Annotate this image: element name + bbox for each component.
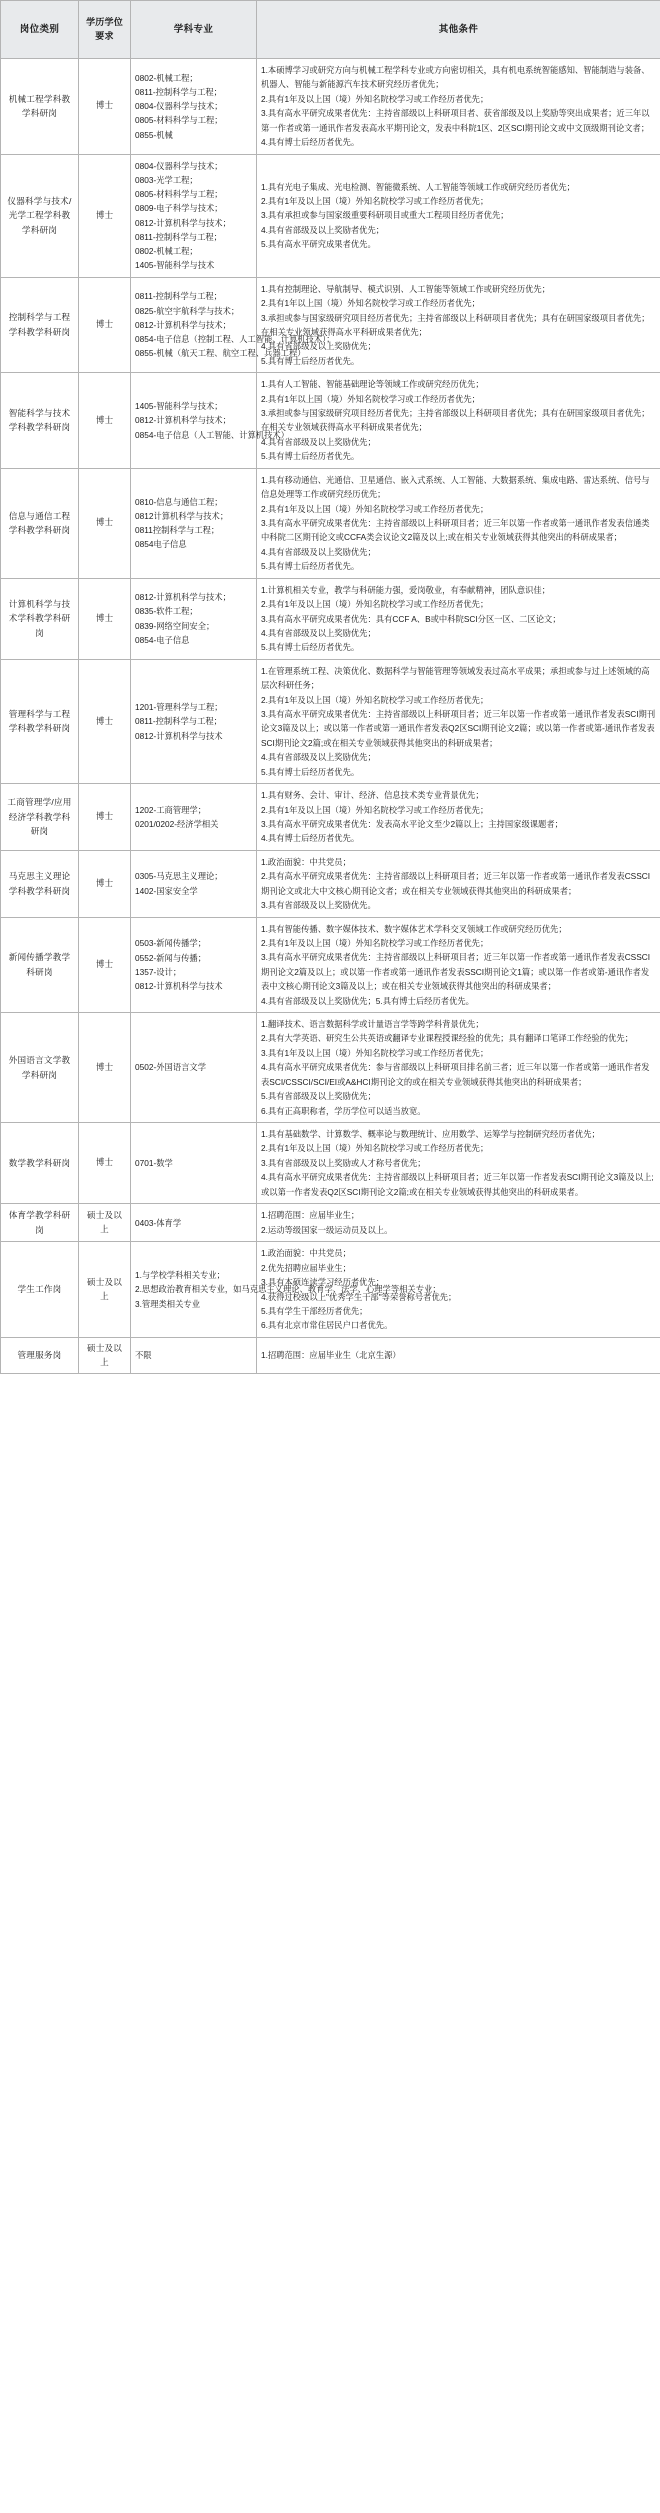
- condition-line: 2.具有1年及以上国（境）外知名院校学习或工作经历者优先；: [261, 694, 489, 705]
- major-line: 1.与学校学科相关专业；: [135, 1270, 225, 1281]
- cell-job-category: 信息与通信工程学科教学科研岗: [1, 468, 79, 578]
- cell-job-category: 机械工程学科教学科研岗: [1, 59, 79, 155]
- cell-major-list: [131, 1337, 257, 1374]
- cell-degree-requirement: 硕士及以上: [79, 1337, 131, 1374]
- condition-line: 1.计算机相关专业，教学与科研能力强，爱岗敬业，有奉献精神，团队意识佳；: [261, 584, 551, 595]
- condition-line: 2.具有1年及以上国（境）外知名院校学习或工作经历者优先；: [261, 503, 489, 514]
- major-line: 0854-电子信息（人工智能、计算机技术）: [135, 429, 289, 440]
- cell-other-conditions: [257, 784, 660, 851]
- condition-line: 1.具有移动通信、光通信、卫星通信、嵌入式系统、人工智能、大数据系统、集成电路、雷达系统、信号与信息处理等工作或研究经历优先；: [261, 474, 650, 500]
- condition-line: 2.优先招聘应届毕业生；: [261, 1262, 351, 1273]
- condition-line: 3.具有本硕连读学习经历者优先；: [261, 1277, 385, 1288]
- major-line: 0854电子信息: [135, 539, 187, 550]
- major-line: 0855-机械: [135, 129, 173, 140]
- table-row: [1, 59, 660, 155]
- cell-major-list: [131, 659, 257, 783]
- major-line: 3.管理类相关专业: [135, 1298, 200, 1309]
- major-line: 2.思想政治教育相关专业，如马克思主义理论、教育学、法学、心理学等相关专业；: [135, 1284, 441, 1295]
- condition-line: 1.翻译技术、语言数据科学或计量语言学等跨学科背景优先；: [261, 1019, 484, 1030]
- cell-degree-requirement: 博士: [79, 1013, 131, 1123]
- condition-line: 1.在管理系统工程、决策优化、数据科学与智能管理等领域发表过高水平成果；承担或参与过上述领域的高层次科研任务；: [261, 665, 650, 691]
- table-row: [1, 373, 660, 469]
- condition-line: 2.具有大学英语、研究生公共英语或翻译专业课程授课经验的优先；具有翻译口笔译工作经验的优先；: [261, 1033, 633, 1044]
- table-row: [1, 659, 660, 783]
- cell-degree-requirement: 博士: [79, 468, 131, 578]
- major-line: 0805-材料科学与工程；: [135, 189, 223, 200]
- major-line: 1405-智能科学与技术；: [135, 401, 223, 412]
- condition-line: 4.具有省部级及以上奖励优先；: [261, 436, 376, 447]
- table-header-row: [1, 1, 660, 59]
- cell-degree-requirement: 博士: [79, 850, 131, 917]
- table-row: [1, 1337, 660, 1374]
- table-header: [1, 1, 660, 59]
- condition-line: 5.具有省部级及以上奖励优先；: [261, 1091, 376, 1102]
- condition-line: 1.具有光电子集成、光电检测、智能微系统、人工智能等领域工作或研究经历者优先；: [261, 181, 575, 192]
- cell-major-list: [131, 373, 289, 469]
- cell-job-category: 学生工作岗: [1, 1242, 79, 1338]
- condition-line: 4.具有省部级及以上奖励优先；: [261, 341, 376, 352]
- cell-other-conditions: [257, 850, 660, 917]
- cell-degree-requirement: 博士: [79, 154, 131, 277]
- condition-line: 4.具有高水平研究成果者优先：主持省部级以上科研项目者；近三年以第一作者发表SCI期刊论文3篇及以上;或以第一作者发表Q2区SCI期刊论文2篇;或在相关专业领域获得其他突出的科研成果者。: [261, 1172, 654, 1197]
- major-line: 0854-电子信息（控制工程、人工智能、计算机技术）；: [135, 334, 335, 345]
- cell-other-conditions: [257, 154, 660, 277]
- condition-line: 4.具有博士后经历者优先。: [261, 137, 360, 148]
- condition-line: 4.具有省部级及以上奖励优先；: [261, 546, 376, 557]
- condition-line: 3.具有1年及以上国（境）外知名院校学习或工作经历者优先；: [261, 1047, 489, 1058]
- table-row: [1, 1242, 660, 1338]
- major-line: 0811-控制科学与工程；: [135, 716, 222, 727]
- table-row: [1, 468, 660, 578]
- condition-line: 3.具有承担或参与国家级重要科研项目或重大工程项目经历者优先；: [261, 210, 509, 221]
- cell-job-category: 计算机科学与技术学科教学科研岗: [1, 578, 79, 659]
- condition-line: 3.承担或参与国家级研究项目经历者优先；主持省部级以上科研项目者优先；具有在研国家级项目者优先；在相关专业领域获得高水平科研成果者优先；: [261, 312, 650, 337]
- cell-other-conditions: [257, 1123, 660, 1204]
- column-header-major: 学科专业: [131, 1, 257, 59]
- table-row: [1, 1204, 660, 1242]
- cell-job-category: 控制科学与工程学科教学科研岗: [1, 277, 79, 373]
- condition-line: 4.具有省部级及以上奖励者优先；: [261, 224, 385, 235]
- condition-line: 5.具有博士后经历者优先。: [261, 642, 360, 653]
- condition-line: 5.具有博士后经历者优先。: [261, 451, 360, 462]
- major-line: 0809-电子科学与技术；: [135, 203, 223, 214]
- table-row: [1, 154, 660, 277]
- major-line: 0701-数学: [135, 1157, 173, 1168]
- condition-line: 2.具有1年及以上国（境）外知名院校学习或工作经历者优先；: [261, 937, 489, 948]
- condition-line: 6.具有正高职称者，学历学位可以适当放宽。: [261, 1105, 426, 1116]
- condition-line: 3.具有高水平研究成果者优先：主持省部级以上科研项目者；近三年以第一作者或第一通讯作者发表CSSCI期刊论文2篇及以上；或以第一作者或第一通讯作者发表SSCI期刊论文1篇；或以第一作者或第-通讯作者发表中文核心期刊论文3篇及以上；或在相关专业领域获得其他突出的科研成果者；: [261, 952, 651, 992]
- cell-job-category: 新闻传播学教学科研岗: [1, 917, 79, 1013]
- condition-line: 3.承担或参与国家级研究项目经历者优先；主持省部级以上科研项目者优先；具有在研国家级项目者优先；在相关专业领域获得高水平科研成果者优先；: [261, 408, 650, 433]
- condition-line: 1.招聘范围：应届毕业生（北京生源）: [261, 1350, 401, 1361]
- major-line: 0812-计算机科学与技术；: [135, 592, 231, 603]
- cell-other-conditions: [257, 373, 660, 469]
- major-line: 0502-外国语言文学: [135, 1062, 207, 1073]
- table-body: [1, 59, 660, 1374]
- major-line: 1202-工商管理学；: [135, 804, 207, 815]
- cell-job-category: 马克思主义理论学科教学科研岗: [1, 850, 79, 917]
- condition-line: 5.具有高水平研究成果者优先。: [261, 239, 376, 250]
- cell-other-conditions: [257, 59, 660, 155]
- cell-degree-requirement: 博士: [79, 784, 131, 851]
- major-line: 1357-设计；: [135, 966, 182, 977]
- cell-degree-requirement: 博士: [79, 277, 131, 373]
- major-line: 0803-光学工程；: [135, 174, 198, 185]
- major-line: 0812-计算机科学与技术: [135, 730, 223, 741]
- condition-line: 1.具有基础数学、计算数学、概率论与数理统计、应用数学、运筹学与控制研究经历者优先；: [261, 1129, 600, 1140]
- cell-other-conditions: [257, 659, 660, 783]
- condition-line: 2.具有1年以上国（境）外知名院校学习或工作经历者优先；: [261, 393, 480, 404]
- cell-degree-requirement: 硕士及以上: [79, 1242, 131, 1338]
- major-line: 0805-材料科学与工程；: [135, 115, 223, 126]
- major-line: 0802-机械工程；: [135, 246, 198, 257]
- cell-major-list: [131, 1123, 257, 1204]
- cell-other-conditions: [257, 468, 660, 578]
- cell-degree-requirement: 博士: [79, 373, 131, 469]
- column-header-category: 岗位类别: [1, 1, 79, 59]
- condition-line: 4.获得过校级以上"优秀学生干部"等荣誉称号者优先；: [261, 1291, 457, 1302]
- condition-line: 3.具有高水平研究成果者优先：具有CCF A、B或中科院SCI分区一区、二区论文；: [261, 613, 561, 624]
- cell-major-list: [131, 784, 257, 851]
- condition-line: 5.具有博士后经历者优先。: [261, 766, 360, 777]
- cell-other-conditions: [257, 917, 660, 1013]
- cell-job-category: 外国语言文学教学科研岗: [1, 1013, 79, 1123]
- cell-job-category: 智能科学与技术学科教学科研岗: [1, 373, 79, 469]
- cell-major-list: [131, 468, 257, 578]
- major-line: 0811控制科学与工程；: [135, 525, 220, 536]
- condition-line: 4.具有省部级及以上奖励优先；5.具有博士后经历者优先。: [261, 995, 474, 1006]
- cell-other-conditions: [257, 277, 660, 373]
- cell-job-category: 体育学教学科研岗: [1, 1204, 79, 1242]
- condition-line: 1.招聘范围：应届毕业生；: [261, 1210, 360, 1221]
- cell-major-list: [131, 1013, 257, 1123]
- major-line: 1402-国家安全学: [135, 885, 198, 896]
- condition-line: 3.具有高水平研究成果者优先：主持省部级以上科研项目者、获省部级及以上奖励等突出成果者；近三年以第一作者或第一通讯作者发表高水平期刊论文，发表中科院1区、2区SCI期刊论文或中文顶级期刊论文者；: [261, 108, 650, 133]
- major-line: 0802-机械工程；: [135, 72, 198, 83]
- major-line: 0804-仪器科学与技术；: [135, 101, 223, 112]
- major-line: 0825-航空宇航科学与技术；: [135, 305, 240, 316]
- condition-line: 4.具有博士后经历者优先。: [261, 833, 360, 844]
- cell-other-conditions: [257, 578, 660, 659]
- major-line: 0811-控制科学与工程；: [135, 231, 222, 242]
- cell-other-conditions: [257, 1204, 660, 1242]
- condition-line: 5.具有学生干部经历者优先；: [261, 1306, 368, 1317]
- condition-line: 5.具有博士后经历者优先。: [261, 355, 360, 366]
- condition-line: 4.具有省部级及以上奖励优先；: [261, 627, 376, 638]
- condition-line: 2.具有高水平研究成果者优先：主持省部级以上科研项目者；近三年以第一作者或第一通讯作者发表CSSCI期刊论文或北大中文核心期刊论文者；或在相关专业领域获得其他突出的科研成果者；: [261, 871, 651, 896]
- cell-degree-requirement: 硕士及以上: [79, 1204, 131, 1242]
- condition-line: 1.具有财务、会计、审计、经济、信息技术类专业背景优先；: [261, 790, 484, 801]
- condition-line: 2.具有1年及以上国（境）外知名院校学习或工作经历者优先；: [261, 93, 489, 104]
- major-line: 1201-管理科学与工程；: [135, 702, 223, 713]
- major-line: 0812计算机科学与技术；: [135, 510, 229, 521]
- column-header-other: 其他条件: [257, 1, 660, 59]
- condition-line: 1.具有人工智能、智能基础理论等领域工作或研究经历优先；: [261, 379, 484, 390]
- cell-job-category: 工商管理学/应用经济学科教学科研岗: [1, 784, 79, 851]
- condition-line: 1.具有智能传播、数字媒体技术、数字媒体艺术学科交叉领域工作或研究经历优先；: [261, 923, 567, 934]
- column-header-degree: 学历学位要求: [79, 1, 131, 59]
- cell-degree-requirement: 博士: [79, 1123, 131, 1204]
- condition-line: 2.具有1年及以上国（境）外知名院校学习或工作经历者优先；: [261, 599, 489, 610]
- condition-line: 2.运动等级国家一级运动员及以上。: [261, 1224, 393, 1235]
- major-line: 0804-仪器科学与技术；: [135, 160, 223, 171]
- cell-other-conditions: [257, 1013, 660, 1123]
- condition-line: 1.政治面貌：中共党员；: [261, 1248, 351, 1259]
- condition-line: 3.具有高水平研究成果者优先：主持省部级以上科研项目者；近三年以第一作者或第一通讯作者发表信通类中科院二区期刊论文或CCFA类会议论文2篇及以上;或在相关专业领域获得其他突出的科研成果者；: [261, 517, 650, 543]
- major-line: 0403-体育学: [135, 1217, 182, 1228]
- major-line: 0811-控制科学与工程；: [135, 86, 222, 97]
- cell-job-category: 仪器科学与技术/光学工程学科教学科研岗: [1, 154, 79, 277]
- condition-line: 4.具有高水平研究成果者优先：参与省部级以上科研项目排名前三者；近三年以第一作者或第一通讯作者发表SCI/CSSCI/SCI/EI或A&HCI期刊论文的或在相关专业领域获得其他突出的科研成果者；: [261, 1062, 650, 1087]
- major-line: 0811-控制科学与工程；: [135, 291, 222, 302]
- condition-line: 3.具有高水平研究成果者优先：主持省部级以上科研项目者；近三年以第一作者或第一通讯作者发表SCI期刊论文3篇及以上；或以第一作者或第一通讯作者发表Q2区SCI期刊论文2篇；或以第一作者或第-通讯作者发表SCI期刊论文2篇;或在相关专业领域获得其他突出的科研成果者；: [261, 709, 656, 748]
- condition-line: 4.具有省部级及以上奖励优先；: [261, 752, 376, 763]
- cell-job-category: 管理服务岗: [1, 1337, 79, 1374]
- condition-line: 3.具有高水平研究成果者优先：发表高水平论文至少2篇以上；主持国家级课题者；: [261, 819, 563, 829]
- condition-line: 2.具有1年以上国（境）外知名院校学习或工作经历者优先；: [261, 298, 480, 309]
- cell-major-list: [131, 154, 257, 277]
- cell-major-list: [131, 1204, 257, 1242]
- table-row: [1, 1123, 660, 1204]
- table-row: [1, 578, 660, 659]
- major-line: 0503-新闻传播学；: [135, 938, 207, 949]
- major-line: 0812-计算机科学与技术；: [135, 415, 231, 426]
- major-line: 0201/0202-经济学相关: [135, 819, 219, 829]
- cell-degree-requirement: 博士: [79, 578, 131, 659]
- cell-degree-requirement: 博士: [79, 659, 131, 783]
- cell-major-list: [131, 578, 257, 659]
- major-line: 0835-软件工程；: [135, 606, 198, 617]
- cell-other-conditions: [257, 1337, 660, 1374]
- condition-line: 1.本硕博学习或研究方向与机械工程学科专业或方向密切相关，具有机电系统智能感知、智能制造与装备、机器人、智能与新能源汽车技术研究经历者优先；: [261, 65, 650, 90]
- cell-job-category: 管理科学与工程学科教学科研岗: [1, 659, 79, 783]
- condition-line: 2.具有1年及以上国（境）外知名院校学习或工作经历者优先；: [261, 804, 489, 815]
- condition-line: 6.具有北京市常住居民户口者优先。: [261, 1320, 393, 1331]
- major-line: 0854-电子信息: [135, 634, 190, 645]
- major-line: 0855-机械（航天工程、航空工程、兵器工程）: [135, 348, 306, 359]
- table-row: [1, 917, 660, 1013]
- table-row: [1, 850, 660, 917]
- major-line: 0812-计算机科学与技术: [135, 981, 223, 992]
- cell-degree-requirement: 博士: [79, 59, 131, 155]
- table-row: [1, 784, 660, 851]
- condition-line: 2.具有1年及以上国（境）外知名院校学习或工作经历者优先；: [261, 195, 489, 206]
- table-row: [1, 277, 660, 373]
- major-line: 0839-网络空间安全；: [135, 620, 215, 631]
- cell-major-list: [131, 59, 257, 155]
- cell-other-conditions: [257, 1242, 660, 1338]
- condition-line: 3.具有省部级及以上奖励优先。: [261, 900, 376, 911]
- cell-degree-requirement: 博士: [79, 917, 131, 1013]
- major-line: 1405-智能科学与技术: [135, 260, 215, 271]
- condition-line: 3.具有省部级及以上奖励或人才称号者优先；: [261, 1157, 426, 1168]
- cell-major-list: [131, 917, 257, 1013]
- condition-line: 2.具有1年及以上国（境）外知名院校学习或工作经历者优先；: [261, 1143, 489, 1154]
- condition-line: 1.具有控制理论、导航制导、模式识别、人工智能等领域工作或研究经历优先；: [261, 283, 551, 294]
- cell-job-category: 数学教学科研岗: [1, 1123, 79, 1204]
- cell-major-list: [131, 850, 257, 917]
- major-line: 0305-马克思主义理论；: [135, 871, 223, 882]
- condition-line: 5.具有博士后经历者优先。: [261, 561, 360, 572]
- major-line: 0552-新闻与传播；: [135, 952, 207, 963]
- major-line: 0812-计算机科学与技术；: [135, 217, 231, 228]
- table-row: [1, 1013, 660, 1123]
- major-line: 不限: [135, 1350, 152, 1361]
- major-line: 0812-计算机科学与技术；: [135, 319, 231, 330]
- condition-line: 1.政治面貌：中共党员；: [261, 856, 351, 867]
- major-line: 0810-信息与通信工程；: [135, 496, 223, 507]
